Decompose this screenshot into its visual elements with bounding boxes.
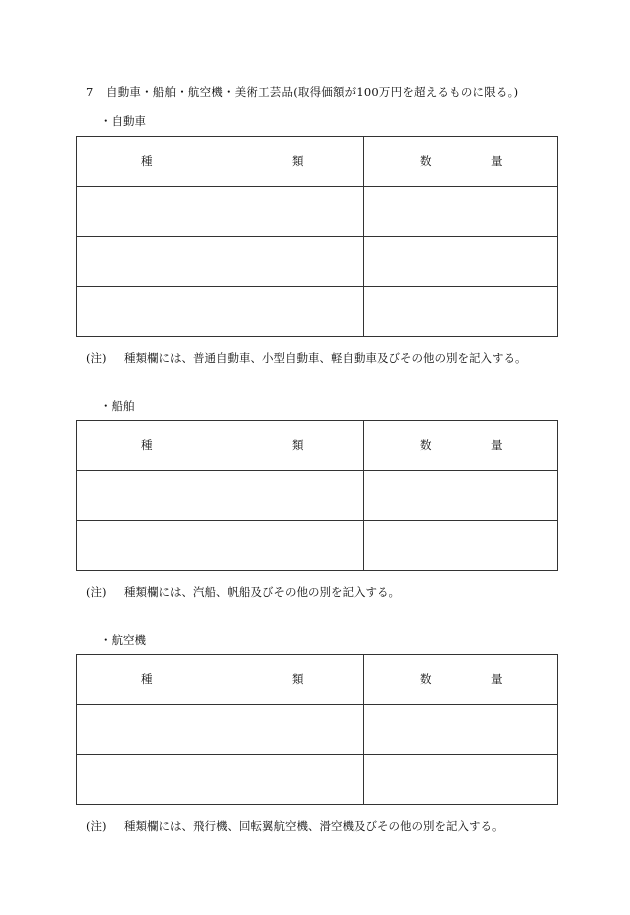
type-cell[interactable] [77,705,364,755]
section-number: 7 [86,85,94,99]
subsection-title-automobile: ・自動車 [100,114,146,128]
table-header-row [77,421,558,471]
quantity-cell[interactable] [364,755,558,805]
table-row [77,287,558,337]
table-automobile [76,136,558,337]
quantity-cell[interactable] [364,187,558,237]
quantity-cell[interactable] [364,705,558,755]
note-tag: (注) [86,819,107,833]
quantity-cell[interactable] [364,471,558,521]
table-row [77,705,558,755]
note-ship [86,584,400,600]
header-quantity [364,421,558,471]
section-heading [86,84,518,100]
table-ship [76,420,558,571]
type-cell[interactable] [77,237,364,287]
type-cell[interactable] [77,755,364,805]
header-qty-right: 量 [491,154,503,168]
header-quantity [364,137,558,187]
header-qty-left: 数 [420,672,432,686]
header-type [77,655,364,705]
header-type [77,421,364,471]
header-qty-right: 量 [491,438,503,452]
table-header-row [77,655,558,705]
header-quantity [364,655,558,705]
table-header-row [77,137,558,187]
header-type-right: 類 [292,154,304,168]
section-title: 自動車・船舶・航空機・美術工芸品(取得価額が100万円を超えるものに限る。) [106,85,519,99]
header-type-right: 類 [292,438,304,452]
table-row [77,187,558,237]
table-row [77,755,558,805]
subsection-title-ship: ・船舶 [100,399,135,413]
type-cell[interactable] [77,471,364,521]
header-qty-left: 数 [420,154,432,168]
type-cell[interactable] [77,521,364,571]
quantity-cell[interactable] [364,521,558,571]
type-cell[interactable] [77,287,364,337]
type-cell[interactable] [77,187,364,237]
table-row [77,521,558,571]
note-text: 種類欄には、飛行機、回転翼航空機、滑空機及びその他の別を記入する。 [124,819,504,833]
header-type [77,137,364,187]
subsection-title-aircraft: ・航空機 [100,633,146,647]
note-text: 種類欄には、汽船、帆船及びその他の別を記入する。 [124,585,400,599]
quantity-cell[interactable] [364,287,558,337]
table-aircraft [76,654,558,805]
quantity-cell[interactable] [364,237,558,287]
note-tag: (注) [86,585,107,599]
note-automobile [86,350,527,366]
header-type-left: 種 [141,672,153,686]
table-row [77,471,558,521]
note-text: 種類欄には、普通自動車、小型自動車、軽自動車及びその他の別を記入する。 [124,351,527,365]
header-qty-right: 量 [491,672,503,686]
header-type-left: 種 [141,154,153,168]
note-tag: (注) [86,351,107,365]
note-aircraft [86,818,504,834]
header-qty-left: 数 [420,438,432,452]
header-type-left: 種 [141,438,153,452]
header-type-right: 類 [292,672,304,686]
table-row [77,237,558,287]
